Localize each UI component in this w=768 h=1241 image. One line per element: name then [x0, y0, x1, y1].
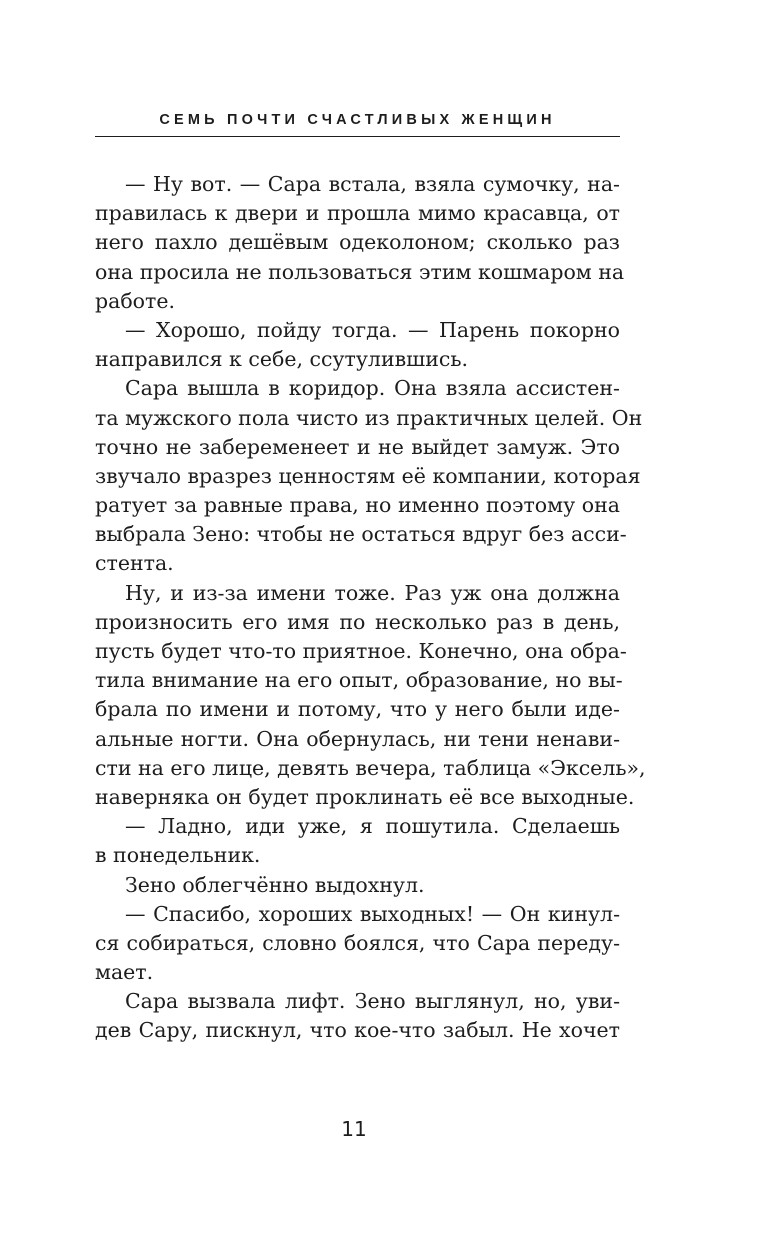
text-line: наверняка он будет проклинать её все выходные. [95, 784, 635, 809]
text-line: него пахло дешёвым одеколоном; сколько раз [95, 230, 620, 255]
text-line: работе. [95, 288, 176, 313]
text-line: та мужского пола чисто из практичных целей. Он [95, 405, 643, 430]
text-line: выбрала Зено: чтобы не остаться вдруг без асси- [95, 522, 627, 547]
text-line: Сара вызвала лифт. Зено выглянул, но, уви- [125, 989, 620, 1014]
text-line: мает. [95, 960, 154, 985]
text-line: — Спасибо, хороших выходных! — Он кинул- [125, 901, 620, 926]
text-line: — Ладно, иди уже, я пошутила. Сделаешь [125, 814, 620, 839]
body-text [95, 170, 646, 1046]
text-line: стента. [95, 551, 174, 576]
text-line: пусть будет что-то приятное. Конечно, она обра- [95, 639, 627, 663]
text-line: тила внимание на его опыт, образование, но вы- [95, 668, 623, 693]
text-line: она просила не пользоваться этим кошмаром на [95, 259, 625, 284]
text-line: направился к себе, ссутулившись. [95, 347, 469, 372]
text-line: — Ну вот. — Сара встала, взяла сумочку, на- [125, 172, 620, 196]
text-line: ратует за равные права, но именно поэтому она [95, 493, 620, 518]
page-number: 11 [341, 1117, 367, 1141]
text-line: ся собираться, словно боялся, что Сара переду- [95, 930, 620, 955]
text-line: произносить его имя по несколько раз в день, [95, 609, 620, 634]
text-line: Ну, и из-за имени тоже. Раз уж она должна [125, 580, 620, 605]
text-line: — Хорошо, пойду тогда. — Парень покорно [125, 317, 620, 342]
text-line: дев Сару, пискнул, что кое-что забыл. Не хочет [95, 1018, 620, 1043]
running-head: СЕМЬ ПОЧТИ СЧАСТЛИВЫХ ЖЕНЩИН [159, 112, 556, 128]
text-line: Зено облегчённо выдохнул. [125, 872, 425, 897]
text-line: точно не забеременеет и не выйдет замуж. Это [95, 434, 620, 459]
text-line: правилась к двери и прошла мимо красавца, от [95, 201, 620, 226]
text-line: звучало вразрез ценностям её компании, которая [95, 463, 641, 488]
text-line: брала по имени и потому, что у него были иде- [95, 697, 620, 722]
text-line: сти на его лице, девять вечера, таблица «Эксель», [95, 755, 646, 780]
header-rule [95, 136, 620, 137]
text-line: альные ногти. Она обернулась, ни тени ненави- [95, 726, 620, 751]
text-line: в понедельник. [95, 843, 261, 868]
text-line: Сара вышла в коридор. Она взяла ассистен- [125, 376, 620, 401]
